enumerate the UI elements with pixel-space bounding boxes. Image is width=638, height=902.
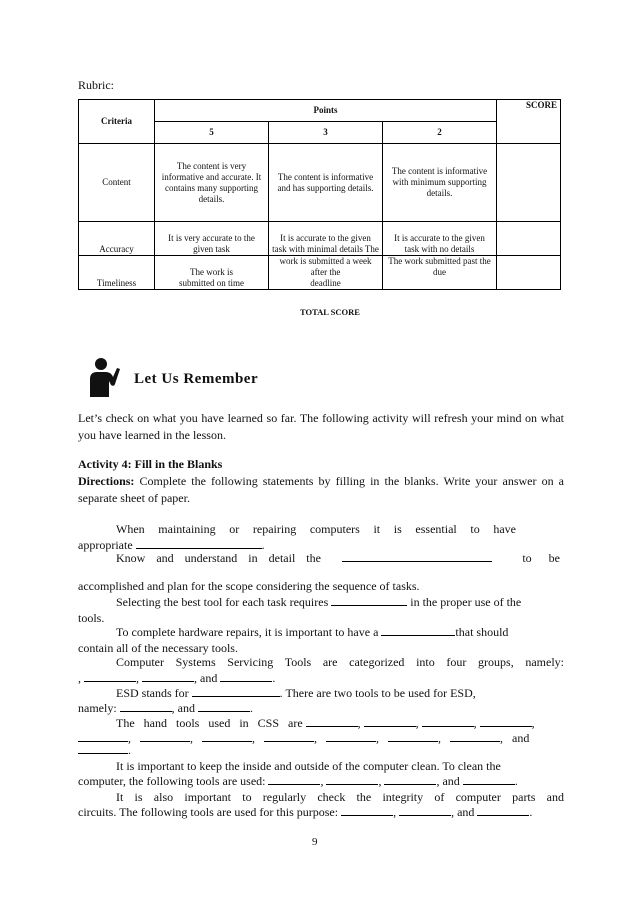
item7-line1: The hand tools used in CSS are , , , ,	[116, 716, 535, 730]
rubric-table	[78, 99, 561, 290]
item7-line2: , , , , , , , and	[78, 730, 529, 747]
item9-line2: circuits. The following tools are used for this purpose: , , and .	[78, 805, 533, 819]
item4-line2: contain all of the necessary tools.	[78, 641, 238, 655]
item3-line1: Selecting the best tool for each task requires in the proper use of the	[116, 595, 522, 609]
points-5: 5	[155, 122, 269, 144]
item2-line1: Know and understand in detail the to be	[116, 551, 560, 565]
timeliness-3: work is submitted a week after the deadline	[269, 256, 383, 290]
timeliness-5: The work is submitted on time	[155, 256, 269, 290]
item1-line2: appropriate .	[78, 538, 265, 552]
criteria-header: Criteria	[79, 100, 155, 144]
item3-line2: tools.	[78, 611, 105, 625]
accuracy-5: It is very accurate to the given task	[155, 222, 269, 256]
score-header: SCORE	[497, 100, 561, 144]
item6-line2: namely: , and .	[78, 701, 253, 715]
accuracy-2: It is accurate to the given task with no details	[383, 222, 497, 256]
activity-title: Activity 4: Fill in the Blanks	[78, 457, 223, 471]
item2-line2: accomplished and plan for the scope considering the sequence of tasks.	[78, 579, 420, 593]
content-3: The content is informative and has supporting details.	[269, 144, 383, 222]
content-2: The content is informative with minimum supporting details.	[383, 144, 497, 222]
item5-line1: Computer Systems Servicing Tools are categorized into four groups, namely:	[116, 655, 564, 669]
points-3: 3	[269, 122, 383, 144]
item8-line1: It is important to keep the inside and outside of the computer clean. To clean the	[116, 759, 501, 773]
timeliness-2: The work submitted past the due	[383, 256, 497, 290]
points-header: Points	[155, 100, 497, 122]
content-5: The content is very informative and accurate. It contains many supporting details.	[155, 144, 269, 222]
item5-line2: , , , and .	[78, 671, 276, 685]
section-title: Let Us Remember	[134, 371, 259, 387]
criteria-content: Content	[79, 144, 155, 222]
item1-line1: When maintaining or repairing computers it is essential to have	[116, 522, 516, 536]
item9-line1: It is also important to regularly check the integrity of computer parts and	[116, 790, 564, 804]
item6-line1: ESD stands for . There are two tools to be used for ESD,	[116, 686, 476, 700]
criteria-timeliness: Timeliness	[79, 256, 155, 290]
page-number: 9	[312, 836, 318, 848]
directions: Directions: Complete the following statements by filling in the blanks. Write your answer on a separate sheet of paper.	[78, 474, 564, 505]
item7-line3: .	[78, 742, 131, 759]
rubric-label: Rubric:	[78, 78, 114, 92]
points-2: 2	[383, 122, 497, 144]
timeliness-score	[497, 256, 561, 290]
item4-line1: To complete hardware repairs, it is important to have a that should	[116, 625, 509, 639]
person-thinking-icon	[80, 357, 120, 397]
item8-line2: computer, the following tools are used: , , , and .	[78, 774, 518, 788]
accuracy-score	[497, 222, 561, 256]
content-score	[497, 144, 561, 222]
criteria-accuracy: Accuracy	[79, 222, 155, 256]
total-score-label: TOTAL SCORE	[300, 307, 360, 317]
intro-text: Let’s check on what you have learned so far. The following activity will refresh your mind on what you have learned in the lesson.	[78, 411, 564, 442]
accuracy-3: It is accurate to the given task with minimal details The	[269, 222, 383, 256]
